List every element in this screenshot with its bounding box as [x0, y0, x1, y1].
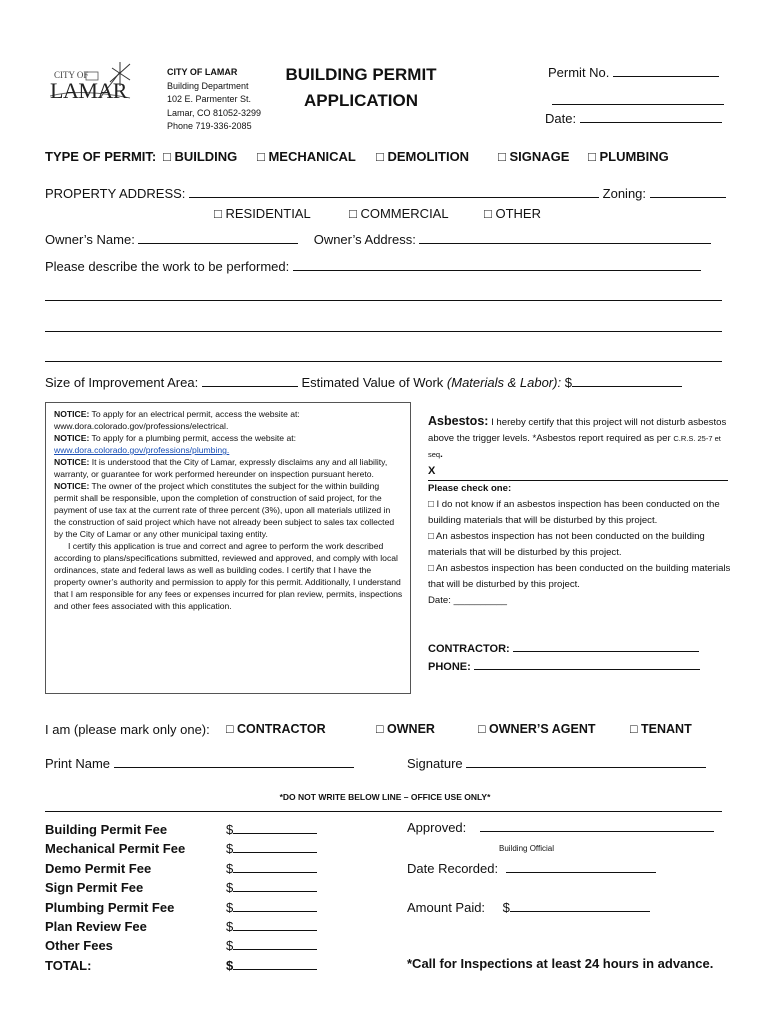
- fee-plan-review-field[interactable]: [226, 917, 317, 936]
- notice-box: [45, 402, 411, 694]
- permit-type-label: TYPE OF PERMIT:: [45, 149, 157, 164]
- fee-total-field[interactable]: [226, 956, 317, 975]
- fee-input[interactable]: [233, 930, 317, 931]
- iam-tenant[interactable]: □ TENANT: [630, 722, 692, 736]
- phone-row: [428, 661, 700, 673]
- print-name-row: [45, 756, 354, 771]
- contractor-row: [428, 643, 699, 655]
- fee-sign-field[interactable]: [226, 878, 317, 897]
- fee-sign-label: Sign Permit Fee: [45, 880, 144, 896]
- office-city: CITY OF LAMAR: [167, 67, 238, 77]
- approved-label: Approved:: [407, 820, 467, 835]
- fee-mechanical-label: Mechanical Permit Fee: [45, 841, 186, 857]
- permit-type-plumbing[interactable]: □ PLUMBING: [588, 149, 669, 164]
- office-use-divider: [45, 811, 722, 812]
- office-phone: Phone 719-336-2085: [167, 121, 252, 131]
- property-address-field[interactable]: [189, 197, 599, 198]
- owner-address-label: Owner’s Address:: [313, 232, 416, 247]
- work-line-2[interactable]: [45, 300, 722, 301]
- notice-plumbing: [54, 432, 404, 444]
- amount-dollar: $: [502, 900, 510, 915]
- size-value-row: [45, 375, 682, 390]
- logo-text-large: LAMAR: [50, 78, 127, 103]
- fee-other-field[interactable]: [226, 936, 317, 955]
- notice-label: NOTICE:: [54, 457, 90, 467]
- dollar-sign: $: [226, 938, 234, 954]
- date-field[interactable]: [580, 122, 722, 123]
- permit-type-demolition[interactable]: □ DEMOLITION: [376, 149, 470, 164]
- notice-text: The owner of the project which constitutes the subject for the within building permit shall be responsible, upon the completion of construction of said project, for the payment of use tax at the current rate of three percent (3%), upon all materials utilized in the construction of said project which have not already been subject to sales tax collected by the City of Lamar or any other municipal taxing entity.: [54, 481, 395, 539]
- dollar-sign: $: [226, 860, 234, 876]
- print-name-field[interactable]: [114, 767, 354, 768]
- asbestos-date[interactable]: Date: __________: [428, 595, 507, 606]
- form-title: [285, 62, 437, 114]
- date-recorded-label: Date Recorded:: [407, 861, 499, 876]
- city-logo: [50, 58, 132, 104]
- iam-label: I am (please mark only one):: [45, 722, 210, 737]
- phone-label: PHONE:: [428, 661, 471, 673]
- permit-type-mechanical[interactable]: □ MECHANICAL: [257, 149, 356, 164]
- phone-field[interactable]: [474, 669, 700, 670]
- amount-paid-label: Amount Paid:: [407, 900, 486, 915]
- title-line1: BUILDING PERMIT: [285, 65, 437, 84]
- logo-text-small: CITY OF: [54, 70, 89, 80]
- asbestos-option-unknown[interactable]: □ I do not know if an asbestos inspection has been conducted on the building materials that will be disturbed by this project.: [428, 499, 720, 526]
- fee-building-label: Building Permit Fee: [45, 822, 168, 837]
- asbestos-crs: C.R.S. 25-7 et seq: [428, 434, 721, 459]
- dollar-sign: $: [226, 822, 234, 837]
- fee-input[interactable]: [233, 949, 317, 950]
- building-official-label: Building Official: [499, 844, 554, 853]
- fee-mechanical-field[interactable]: [226, 839, 317, 858]
- iam-owner[interactable]: □ OWNER: [376, 722, 435, 736]
- contractor-label: CONTRACTOR:: [428, 643, 510, 655]
- work-row: [45, 259, 701, 274]
- asbestos-statement: [428, 413, 733, 463]
- inspection-call-note: *Call for Inspections at least 24 hours in advance.: [407, 956, 714, 971]
- notice-use-tax: [54, 480, 404, 540]
- plumbing-url-link[interactable]: www.dora.colorado.gov/professions/plumbing.: [54, 445, 230, 455]
- certification-text: I certify this application is true and correct and agree to perform the work described according to plans/specifications submitted, reviewed and approved, and comply with local ordinances, state and federal laws as well as building codes. I certify that I have the property owner’s authority and permission to apply for this permit. Additionally, I understand that I am responsible for any fees or expenses incurred for plan review, permits, inspections and other fees associated with this application.: [54, 541, 403, 611]
- notice-liability: [54, 456, 404, 480]
- fee-total-label: TOTAL:: [45, 957, 92, 973]
- owner-address-field[interactable]: [419, 243, 711, 244]
- use-other[interactable]: □ OTHER: [484, 206, 541, 221]
- date-row: [545, 111, 722, 126]
- electrical-url: www.dora.colorado.gov/professions/electrical.: [54, 421, 229, 431]
- office-street: 102 E. Parmenter St.: [167, 94, 252, 104]
- property-address-label: PROPERTY ADDRESS:: [45, 186, 186, 201]
- use-commercial[interactable]: □ COMMERCIAL: [349, 206, 449, 221]
- size-label: Size of Improvement Area:: [45, 375, 199, 390]
- value-label: Estimated Value of Work: [301, 375, 444, 390]
- asbestos-label: Asbestos:: [428, 414, 489, 428]
- asbestos-option-not-conducted[interactable]: □ An asbestos inspection has not been conducted on the building materials that will be disturbed by this project.: [428, 531, 705, 558]
- dollar-sign: $: [226, 957, 234, 973]
- signature-field[interactable]: [466, 767, 706, 768]
- asbestos-text: I hereby certify that this project will not disturb asbestos above the trigger levels. *Asbestos report required as per: [428, 417, 727, 444]
- check-one-label: Please check one:: [428, 483, 512, 494]
- amount-paid-field[interactable]: [510, 911, 650, 912]
- fee-input[interactable]: [233, 969, 317, 970]
- office-dept: Building Department: [167, 80, 249, 91]
- notice-text: To apply for an electrical permit, access the website at:: [89, 409, 300, 419]
- zoning-field[interactable]: [650, 197, 726, 198]
- notice-electrical: [54, 408, 404, 420]
- fee-input[interactable]: [233, 852, 317, 853]
- fee-building-field[interactable]: [226, 820, 317, 839]
- permit-no-field-2[interactable]: [552, 90, 724, 105]
- approved-row: [407, 820, 714, 835]
- asbestos-signature-row: [428, 463, 728, 481]
- dollar-sign: $: [226, 919, 234, 935]
- zoning-label: Zoning:: [602, 186, 647, 201]
- permit-type-signage[interactable]: □ SIGNAGE: [498, 149, 570, 164]
- work-field[interactable]: [293, 270, 701, 271]
- notice-label: NOTICE:: [54, 481, 90, 491]
- fee-plumbing-field[interactable]: [226, 898, 317, 917]
- permit-no-row: [548, 65, 719, 80]
- date-recorded-row: [407, 861, 656, 876]
- work-line-3[interactable]: [45, 331, 722, 332]
- dollar-sign: $: [226, 841, 234, 857]
- size-field[interactable]: [202, 386, 298, 387]
- signature-label: Signature: [407, 756, 463, 771]
- date-recorded-field[interactable]: [506, 872, 656, 873]
- value-dollar: $: [564, 375, 572, 390]
- title-line2: APPLICATION: [304, 91, 418, 110]
- fee-input[interactable]: [233, 833, 317, 834]
- notice-label: NOTICE:: [54, 409, 90, 419]
- fee-demo-field[interactable]: [226, 859, 317, 878]
- office-citystate: Lamar, CO 81052-3299: [167, 107, 262, 118]
- iam-contractor[interactable]: □ CONTRACTOR: [226, 722, 326, 736]
- work-label: Please describe the work to be performed:: [45, 259, 290, 274]
- office-address: [167, 66, 261, 134]
- notice-text: To apply for a plumbing permit, access the website at:: [89, 433, 297, 443]
- asbestos-section: [428, 413, 733, 609]
- value-paren: (Materials & Labor):: [446, 375, 562, 390]
- fee-demo-label: Demo Permit Fee: [45, 860, 152, 876]
- iam-owners-agent[interactable]: □ OWNER’S AGENT: [478, 722, 596, 736]
- asbestos-x[interactable]: X: [428, 465, 436, 477]
- date-label: Date:: [545, 111, 577, 126]
- print-name-label: Print Name: [45, 756, 111, 771]
- asbestos-option-conducted[interactable]: □ An asbestos inspection has been conducted on the building materials that will be disturbed by this project.: [428, 563, 731, 590]
- amount-paid-row: [407, 900, 650, 915]
- owner-row: [45, 232, 711, 247]
- fee-plan-review-label: Plan Review Fee: [45, 919, 147, 935]
- asbestos-period: .: [440, 449, 443, 460]
- use-residential[interactable]: □ RESIDENTIAL: [214, 206, 311, 221]
- dollar-sign: $: [226, 899, 234, 915]
- fee-input[interactable]: [233, 911, 317, 912]
- contractor-field[interactable]: [513, 651, 699, 652]
- fee-fields: [226, 820, 317, 975]
- fee-labels: [45, 820, 185, 975]
- permit-type-building[interactable]: □ BUILDING: [163, 149, 238, 164]
- notice-text: It is understood that the City of Lamar, expressly disclaims any and all liability, warranty, or guarantee for work performed hereunder on inspection pursuant hereto.: [54, 457, 388, 479]
- office-use-note: *DO NOT WRITE BELOW LINE – OFFICE USE ONLY*: [279, 792, 491, 802]
- fee-input[interactable]: [233, 872, 317, 873]
- signature-row: [407, 756, 706, 771]
- permit-no-field[interactable]: [613, 76, 719, 77]
- fee-plumbing-label: Plumbing Permit Fee: [45, 899, 175, 915]
- property-address-row: [45, 186, 726, 201]
- work-line-4[interactable]: [45, 361, 722, 362]
- dollar-sign: $: [226, 880, 234, 896]
- notice-label: NOTICE:: [54, 433, 90, 443]
- fee-input[interactable]: [233, 891, 317, 892]
- fee-other-label: Other Fees: [45, 938, 113, 954]
- permit-no-label: Permit No.: [548, 65, 610, 80]
- approved-field[interactable]: [480, 831, 714, 832]
- value-field[interactable]: [572, 386, 682, 387]
- owner-name-label: Owner’s Name:: [45, 232, 135, 247]
- owner-name-field[interactable]: [138, 243, 298, 244]
